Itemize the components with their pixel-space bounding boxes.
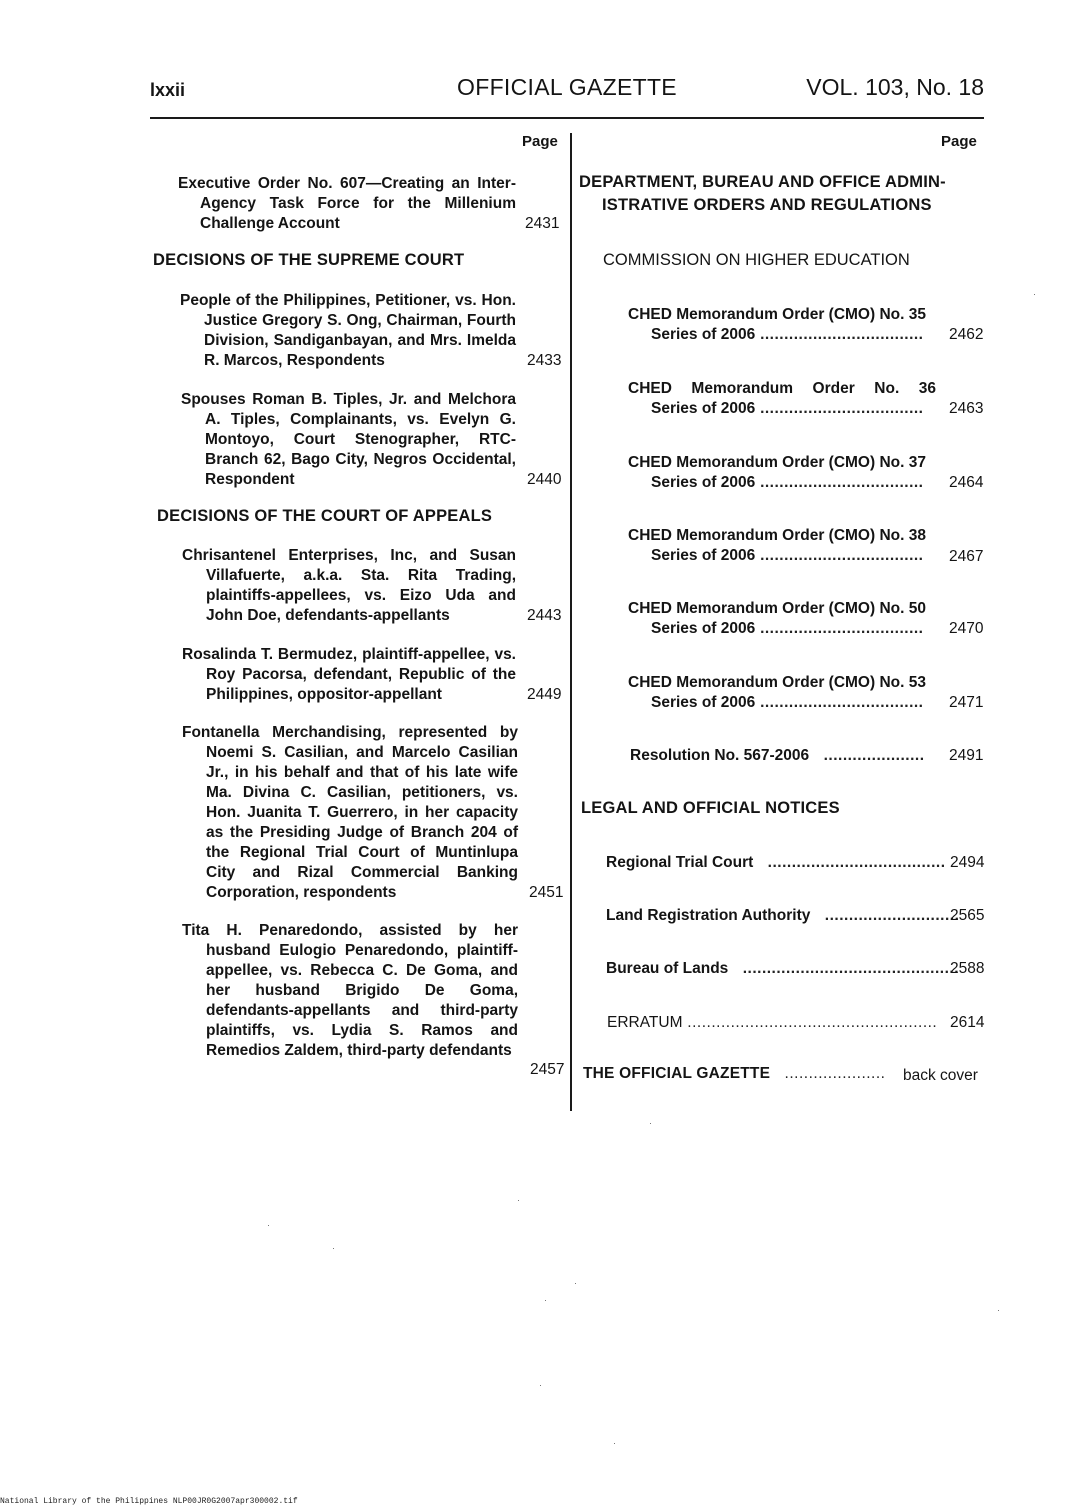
scan-speck — [650, 1123, 651, 1124]
toc-entry-text: ERRATUM — [607, 1014, 683, 1031]
scan-speck — [268, 1225, 269, 1226]
page-folio: lxxii — [150, 80, 186, 100]
toc-page-number: 2449 — [527, 686, 562, 703]
toc-entry-text: CHED Memorandum Order (CMO) No. 35 — [628, 306, 926, 323]
leader-dots: .................................................... — [682, 1014, 938, 1031]
leader-dots: .................................. — [755, 620, 924, 637]
leader-dots: .................................. — [755, 547, 924, 564]
toc-entry-ched-37 — [628, 453, 926, 493]
toc-page-number: 2463 — [949, 400, 984, 417]
toc-entry-series: Series of 2006 — [651, 547, 756, 564]
toc-entry-series: Series of 2006 — [651, 400, 756, 417]
leader-dots: .................................. — [755, 694, 924, 711]
toc-page-number: 2440 — [527, 471, 562, 488]
leader-dots: ..................... — [770, 1065, 886, 1082]
volume-number: VOL. 103, No. 18 — [806, 74, 984, 100]
scan-footer-note: National Library of the Philippines NLP00JR0G2007apr300002.tif — [0, 1497, 298, 1506]
toc-entry-regional-trial-court — [606, 853, 946, 873]
toc-entry-ched-35 — [628, 305, 926, 345]
scan-speck — [333, 1248, 334, 1249]
toc-page-number: 2565 — [950, 907, 985, 924]
toc-page-number: 2470 — [949, 620, 984, 637]
leader-dots: .................................. — [755, 326, 924, 343]
toc-entry-land-registration — [606, 906, 959, 926]
toc-entry-text: Rosalinda T. Bermudez, plaintiff-appellee, vs. Roy Pacorsa, defendant, Republic of the Philippines, oppositor-appellant — [182, 646, 516, 703]
toc-entry-series: Series of 2006 — [651, 620, 756, 637]
toc-page-number: 2451 — [529, 884, 564, 901]
toc-entry-text: Tita H. Penaredondo, assisted by her husband Eulogio Penaredondo, plaintiff-appellee, vs. Rebecca C. De Goma, and her husband Brigido De Goma, defendants-appellants and third-party plaintiffs, vs. Lydia S. Ramos and Remedios Zaldem, third-party defendants — [182, 922, 518, 1059]
scan-speck — [575, 1283, 576, 1284]
toc-entry-series: Series of 2006 — [651, 326, 756, 343]
toc-page-number: 2433 — [527, 352, 562, 369]
section-heading-court-of-appeals: DECISIONS OF THE COURT OF APPEALS — [157, 507, 493, 525]
scan-speck — [998, 1310, 999, 1311]
leader-dots: ..................... — [809, 747, 925, 764]
section-heading-department-orders: DEPARTMENT, BUREAU AND OFFICE ADMIN- — [579, 173, 946, 191]
toc-entry-text: Regional Trial Court — [606, 854, 754, 871]
leader-dots: .................................. — [755, 400, 924, 417]
section-heading-legal-notices: LEGAL AND OFFICIAL NOTICES — [581, 799, 840, 817]
toc-entry — [182, 645, 516, 705]
column-divider — [570, 133, 572, 1111]
leader-dots: ..................................... — [753, 854, 946, 871]
toc-entry-text: Executive Order No. 607—Creating an Inter-Agency Task Force for the Millenium Challenge Account — [178, 175, 516, 232]
toc-entry-series: Series of 2006 — [651, 694, 756, 711]
toc-entry-text: THE OFFICIAL GAZETTE — [583, 1065, 771, 1082]
toc-entry-text: Chrisantenel Enterprises, Inc, and Susan Villafuerte, a.k.a. Sta. Rita Trading, plaintiffs-appellees, vs. Eizo Uda and John Doe, defendants-appellants — [182, 547, 516, 624]
toc-entry — [182, 546, 516, 626]
toc-entry-executive-order — [178, 174, 516, 234]
toc-entry-text: CHED Memorandum Order No. 36 — [628, 380, 936, 397]
leader-dots: .................................. — [755, 474, 924, 491]
toc-entry-ched-38 — [628, 526, 926, 566]
toc-entry-official-gazette — [583, 1065, 885, 1083]
leader-dots: ............................................. — [728, 960, 960, 977]
toc-entry-text: Spouses Roman B. Tiples, Jr. and Melchora A. Tiples, Complainants, vs. Evelyn G. Montoyo, Court Stenographer, RTC-Branch 62, Bago City, Negros Occidental, Respondent — [181, 391, 516, 488]
toc-entry-resolution — [630, 746, 925, 766]
toc-entry-ched-53 — [628, 673, 926, 713]
right-page-column-label: Page — [941, 133, 977, 150]
scan-speck — [518, 1200, 519, 1201]
leader-dots: ............................ — [810, 907, 960, 924]
toc-entry-ched-36 — [628, 379, 936, 419]
toc-page-number: 2614 — [950, 1014, 985, 1031]
toc-entry-text: People of the Philippines, Petitioner, vs. Hon. Justice Gregory S. Ong, Chairman, Fourth Division, Sandiganbayan, and Mrs. Imelda R. Marcos, Respondents — [180, 292, 516, 369]
publication-title: OFFICIAL GAZETTE — [457, 74, 677, 100]
scan-speck — [540, 1385, 541, 1386]
toc-entry-text: Fontanella Merchandising, represented by Noemi S. Casilian, and Marcelo Casilian Jr., in his behalf and that of his late wife Ma. Divina C. Casilian, petitioners, vs. Hon. Juanita T. Guerrero, in her capacity as the Presiding Judge of Branch 204 of the Regional Trial Court of Muntinlupa City and Rizal Commercial Banking Corporation, respondents — [182, 724, 518, 901]
toc-page-number: 2462 — [949, 326, 984, 343]
toc-page-number: back cover — [903, 1067, 978, 1084]
toc-page-number: 2491 — [949, 747, 984, 764]
header-rule — [150, 117, 984, 119]
toc-page-number: 2494 — [950, 854, 985, 871]
toc-page-number: 2431 — [525, 215, 560, 232]
left-page-column-label: Page — [522, 133, 558, 150]
section-heading-department-orders-continued: ISTRATIVE ORDERS AND REGULATIONS — [602, 196, 932, 214]
page-header — [150, 74, 984, 108]
toc-page-number: 2471 — [949, 694, 984, 711]
toc-entry — [182, 921, 518, 1061]
toc-entry-series: Series of 2006 — [651, 474, 756, 491]
section-heading-supreme-court: DECISIONS OF THE SUPREME COURT — [153, 251, 465, 269]
scan-speck — [614, 1443, 615, 1444]
toc-entry — [180, 291, 516, 371]
scan-speck — [1034, 294, 1035, 295]
toc-entry-text: CHED Memorandum Order (CMO) No. 38 — [628, 527, 926, 544]
scan-speck — [545, 1300, 546, 1301]
toc-entry — [181, 390, 516, 490]
toc-entry-erratum — [607, 1013, 937, 1033]
toc-entry-text: Resolution No. 567-2006 — [630, 747, 810, 764]
toc-entry — [182, 723, 518, 903]
toc-entry-ched-50 — [628, 599, 926, 639]
toc-page-number: 2443 — [527, 607, 562, 624]
toc-entry-text: Land Registration Authority — [606, 907, 811, 924]
toc-entry-text: Bureau of Lands — [606, 960, 729, 977]
toc-entry-text: CHED Memorandum Order (CMO) No. 53 — [628, 674, 926, 691]
toc-page-number: 2467 — [949, 548, 984, 565]
toc-page-number: 2457 — [530, 1061, 565, 1078]
subheading-commission-higher-education: COMMISSION ON HIGHER EDUCATION — [603, 251, 910, 269]
toc-page-number: 2464 — [949, 474, 984, 491]
toc-entry-text: CHED Memorandum Order (CMO) No. 50 — [628, 600, 926, 617]
toc-entry-text: CHED Memorandum Order (CMO) No. 37 — [628, 454, 926, 471]
toc-entry-bureau-of-lands — [606, 959, 959, 979]
toc-page-number: 2588 — [950, 960, 985, 977]
